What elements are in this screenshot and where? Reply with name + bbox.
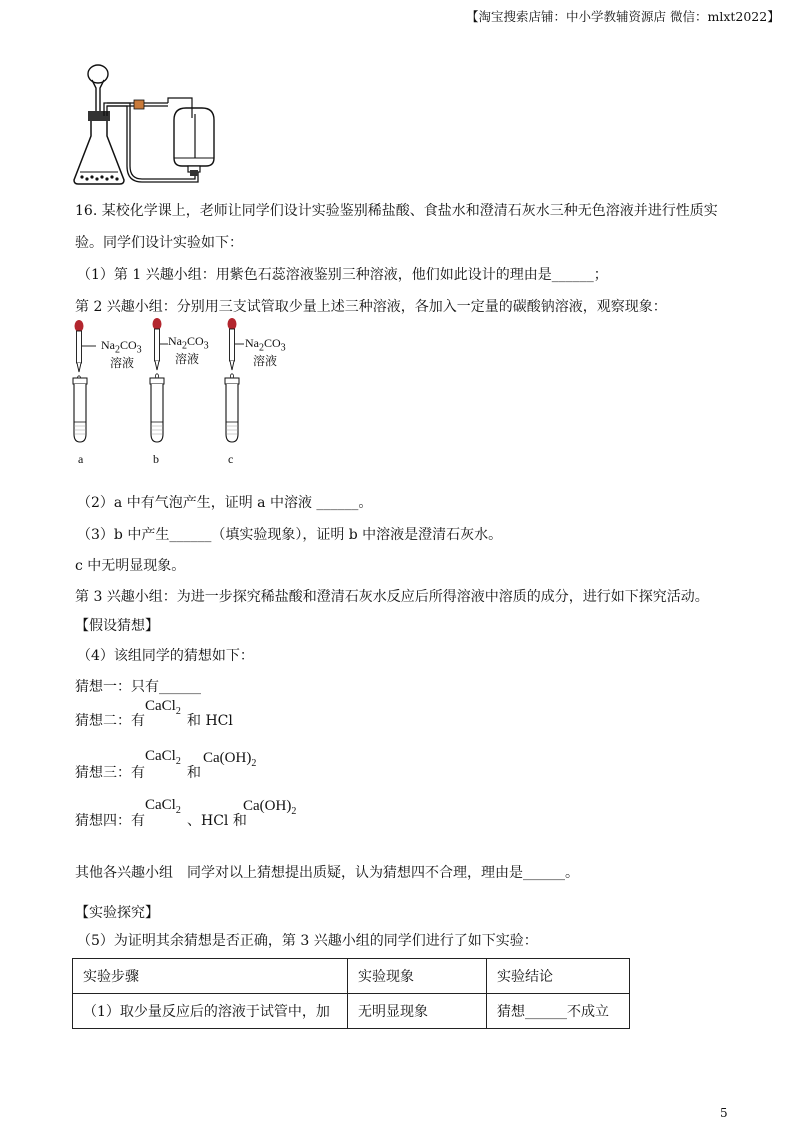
guess3-prefix: 猜想三：有 bbox=[75, 765, 145, 781]
table-cell-conclusion: 猜想______不成立 bbox=[487, 994, 630, 1029]
dropper-label-b: $Na_2CO_3$ bbox=[168, 334, 209, 352]
guess2-cacl2: CaCl$_2$ bbox=[145, 698, 181, 717]
guess3-mid: 和 bbox=[187, 765, 201, 781]
tube-label-a: a bbox=[78, 452, 84, 466]
table-header-row bbox=[73, 959, 630, 994]
guess4-caoh2: $Ca(OH)_2$ bbox=[243, 798, 297, 817]
group3-text: 第 3 兴趣小组：为进一步探究稀盐酸和澄清石灰水反应后所得溶液中溶质的成分，进行如下探究活动。 bbox=[75, 589, 709, 605]
tube-label-c: c bbox=[228, 452, 234, 466]
guess2-prefix: 猜想二：有 bbox=[75, 713, 145, 729]
table-cell-phenomenon: 无明显现象 bbox=[348, 994, 487, 1029]
tube-label-b: b bbox=[153, 452, 159, 466]
experiment-heading: 【实验探究】 bbox=[75, 905, 159, 921]
hypothesis-heading: 【假设猜想】 bbox=[75, 618, 159, 634]
guess1-text: 猜想一：只有______ bbox=[75, 679, 201, 695]
table-header-step: 实验步骤 bbox=[73, 959, 348, 994]
part1-text: （1）第 1 兴趣小组：用紫色石蕊溶液鉴别三种溶液，他们如此设计的理由是______； bbox=[77, 267, 608, 283]
other-groups-text: 其他各兴趣小组 同学对以上猜想提出质疑，认为猜想四不合理，理由是______。 bbox=[75, 865, 579, 881]
solution-label-a: 溶液 bbox=[110, 356, 135, 370]
guess3-cacl2: CaCl$_2$ bbox=[145, 748, 181, 767]
part3-text: （3）b 中产生______（填实验现象），证明 b 中溶液是澄清石灰水。 bbox=[77, 527, 503, 543]
guess4-cacl2: CaCl$_2$ bbox=[145, 797, 181, 816]
experiment-table bbox=[72, 958, 630, 1029]
table-cell-step: （1）取少量反应后的溶液于试管中，加 bbox=[73, 994, 348, 1029]
question-stem-line1: 16. 某校化学课上，老师让同学们设计实验鉴别稀盐酸、食盐水和澄清石灰水三种无色溶液并进行性质实 bbox=[75, 203, 718, 219]
guess4-mid: 、HCl 和 bbox=[187, 813, 247, 829]
part2-text: （2）a 中有气泡产生，证明 a 中溶液 ______。 bbox=[77, 495, 373, 511]
dropper-label-a: $Na_2CO_3$ bbox=[101, 338, 142, 356]
group2-text: 第 2 兴趣小组：分别用三支试管取少量上述三种溶液，各加入一定量的碳酸钠溶液，观察现象： bbox=[75, 299, 667, 315]
guess2-suffix: 和 HCl bbox=[187, 713, 233, 729]
table-header-phenomenon: 实验现象 bbox=[348, 959, 487, 994]
guess3-caoh2: $Ca(OH)_2$ bbox=[203, 750, 257, 769]
part5-text: （5）为证明其余猜想是否正确，第 3 兴趣小组的同学们进行了如下实验： bbox=[77, 933, 538, 949]
question-stem-line2: 验。同学们设计实验如下： bbox=[75, 235, 243, 251]
table-row bbox=[73, 994, 630, 1029]
header-banner: 【淘宝搜索店铺：中小学教辅资源店 微信：mlxt2022】 bbox=[466, 9, 780, 24]
dropper-label-c: $Na_2CO_3$ bbox=[245, 336, 286, 354]
c-result-text: c 中无明显现象。 bbox=[75, 558, 186, 574]
apparatus-figure bbox=[70, 58, 220, 190]
page-number: 5 bbox=[720, 1106, 728, 1120]
solution-label-b: 溶液 bbox=[175, 352, 200, 366]
solution-label-c: 溶液 bbox=[253, 354, 278, 368]
table-header-conclusion: 实验结论 bbox=[487, 959, 630, 994]
guess4-prefix: 猜想四：有 bbox=[75, 813, 145, 829]
part4-text: （4）该组同学的猜想如下： bbox=[77, 648, 254, 664]
